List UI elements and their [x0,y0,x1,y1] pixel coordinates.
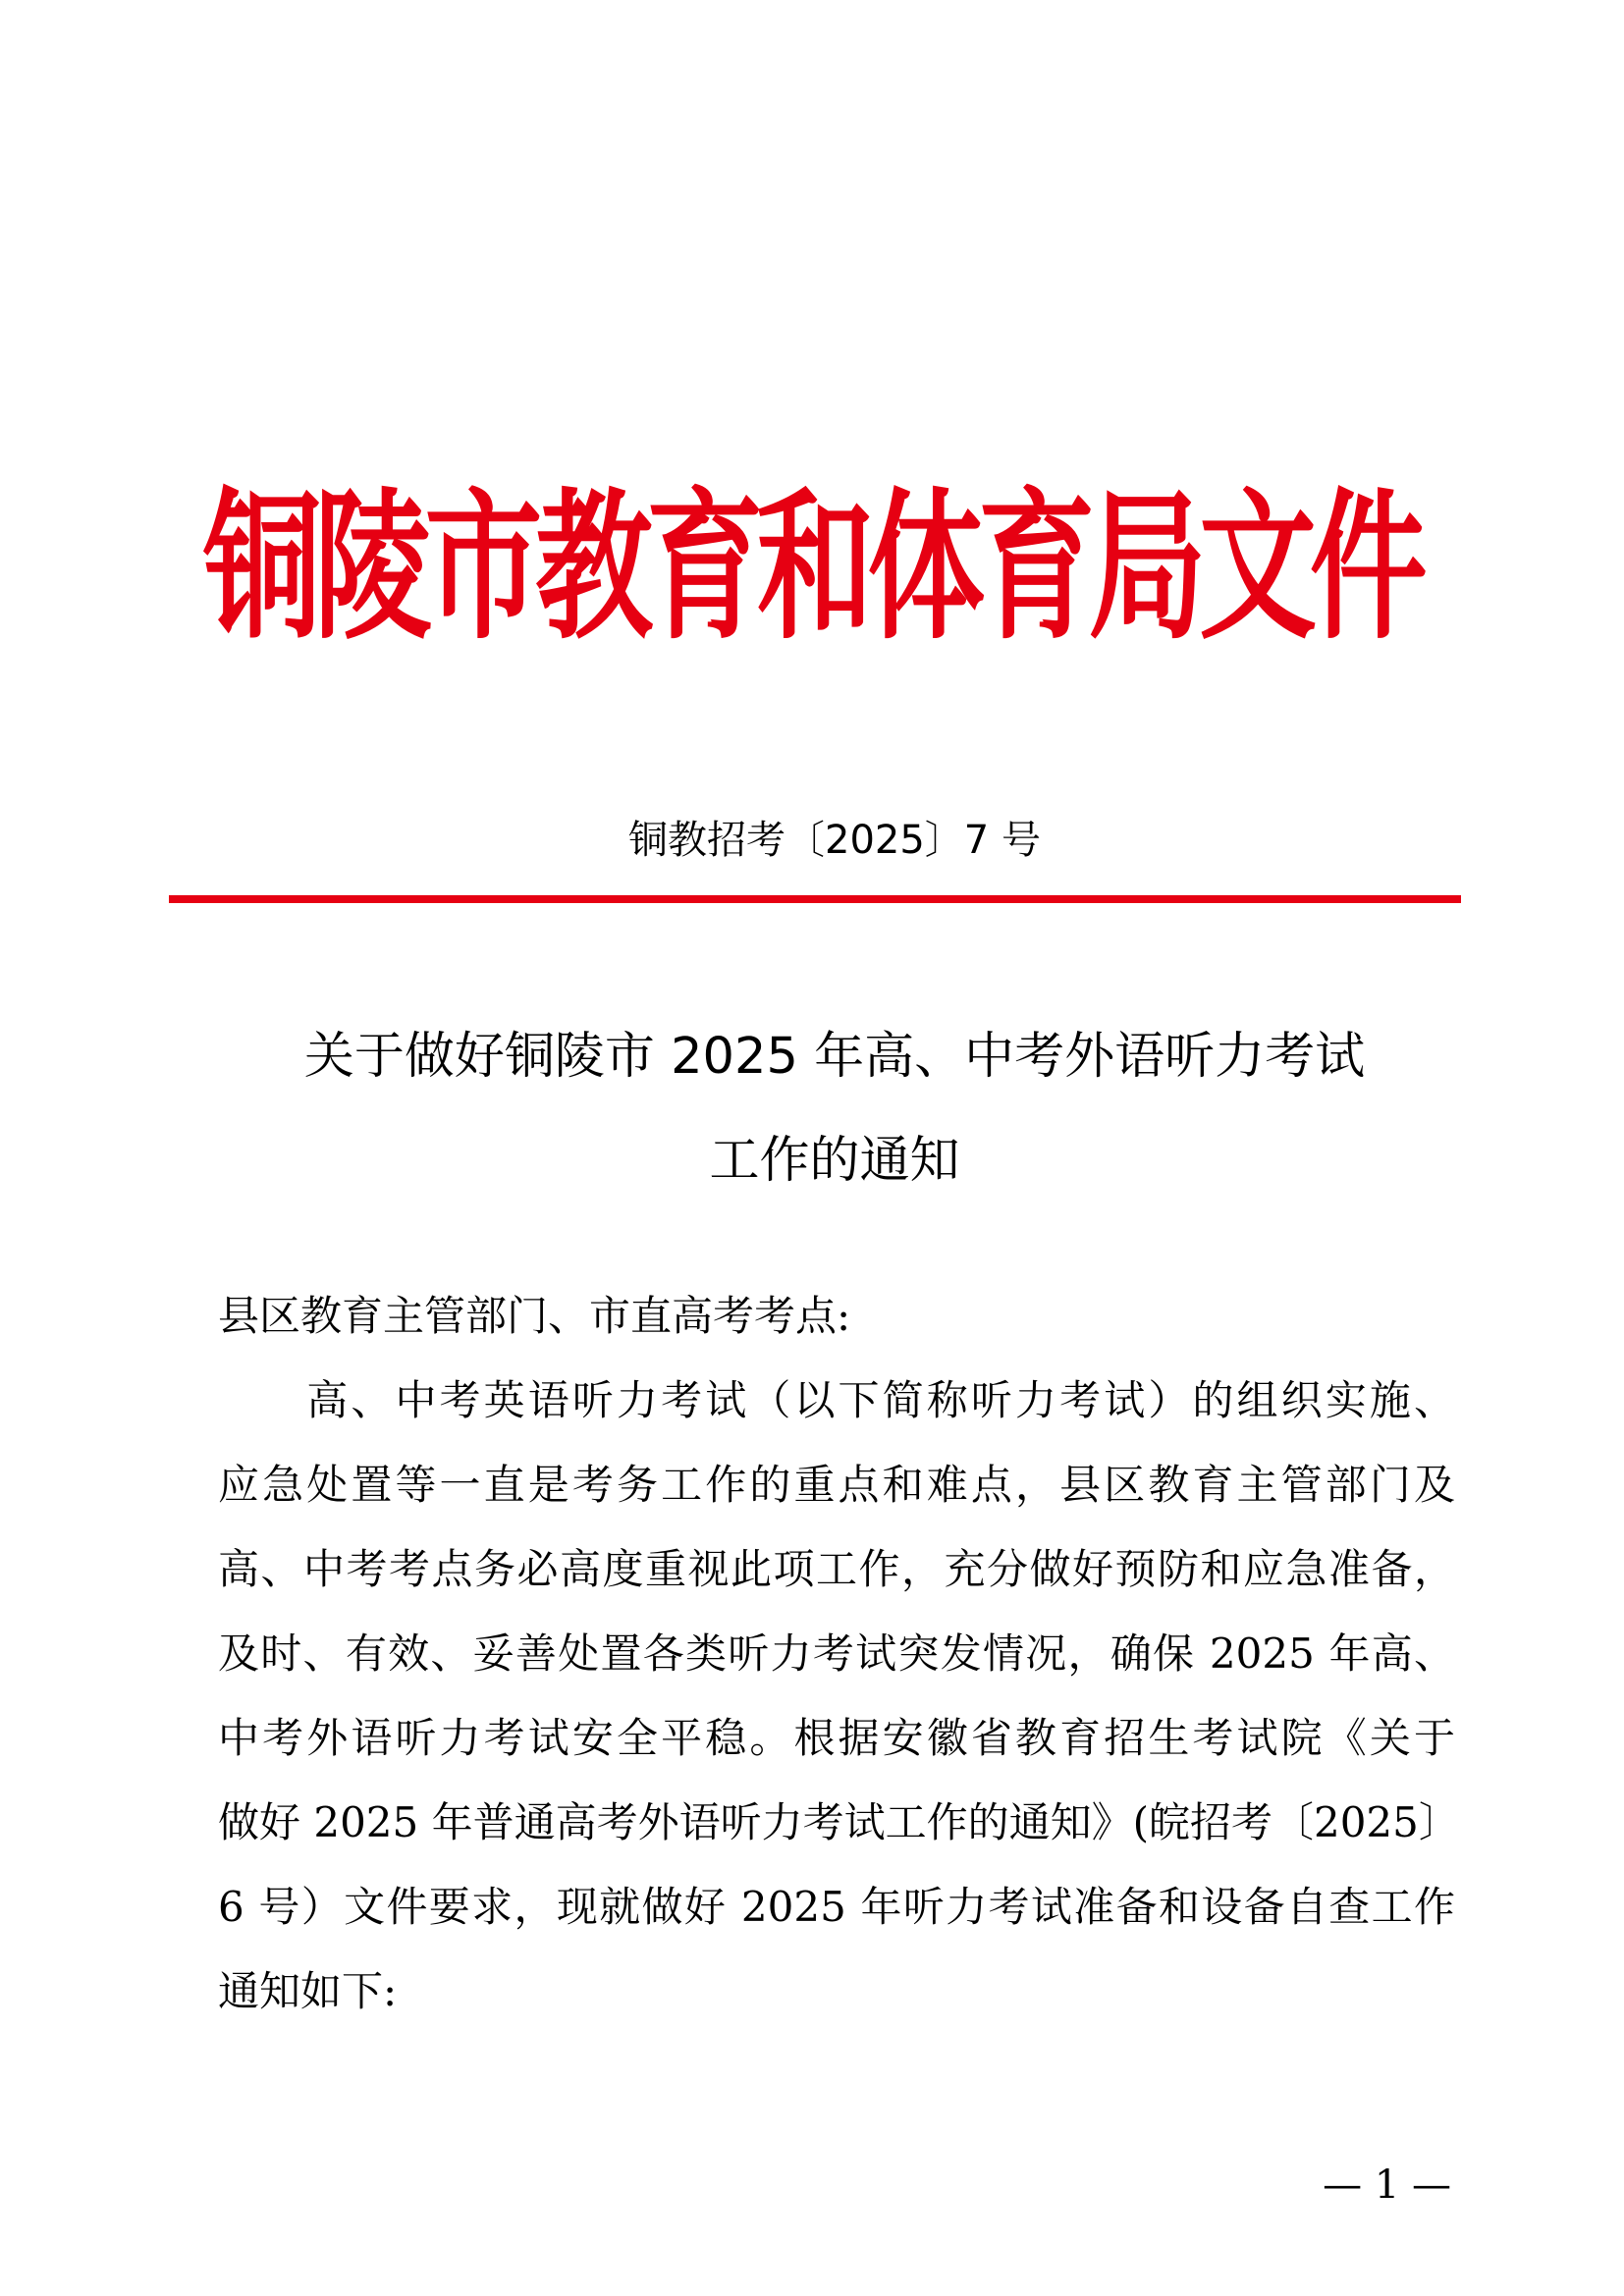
notice-title [0,1005,1624,1213]
body-line: 中考外语听力考试安全平稳。根据安徽省教育招生考试院《关于 [218,1714,1455,1762]
body-line: 高、中考英语听力考试（以下简称听力考试）的组织实施、 [218,1376,1455,1424]
issuer-title: 铜陵市教育和体育局文件 [203,473,1421,662]
notice-title-line: 工作的通知 [709,1132,960,1190]
body-line: 通知如下: [218,1967,398,2015]
body-line: 做好 2025 年普通高考外语听力考试工作的通知》(皖招考〔2025〕 [218,1798,1460,1846]
body-line: 应急处置等一直是考务工作的重点和难点，县区教育主管部门及 [218,1461,1455,1509]
body-line: 及时、有效、妥善处置各类听力考试突发情况，确保 2025 年高、 [218,1629,1455,1678]
salutation: 县区教育主管部门、市直高考考点: [218,1292,851,1340]
body-line: 6 号）文件要求，现就做好 2025 年听力考试准备和设备自查工作 [218,1883,1455,1931]
red-separator-rule [169,895,1461,903]
document-number: 铜教招考〔2025〕7 号 [628,818,1041,863]
page-number: — 1 — [1323,2163,1451,2208]
notice-title-line: 关于做好铜陵市 2025 年高、中考外语听力考试 [303,1028,1366,1086]
body-text [218,1274,1460,2034]
body-line: 高、中考考点务必高度重视此项工作，充分做好预防和应急准备， [218,1545,1455,1593]
